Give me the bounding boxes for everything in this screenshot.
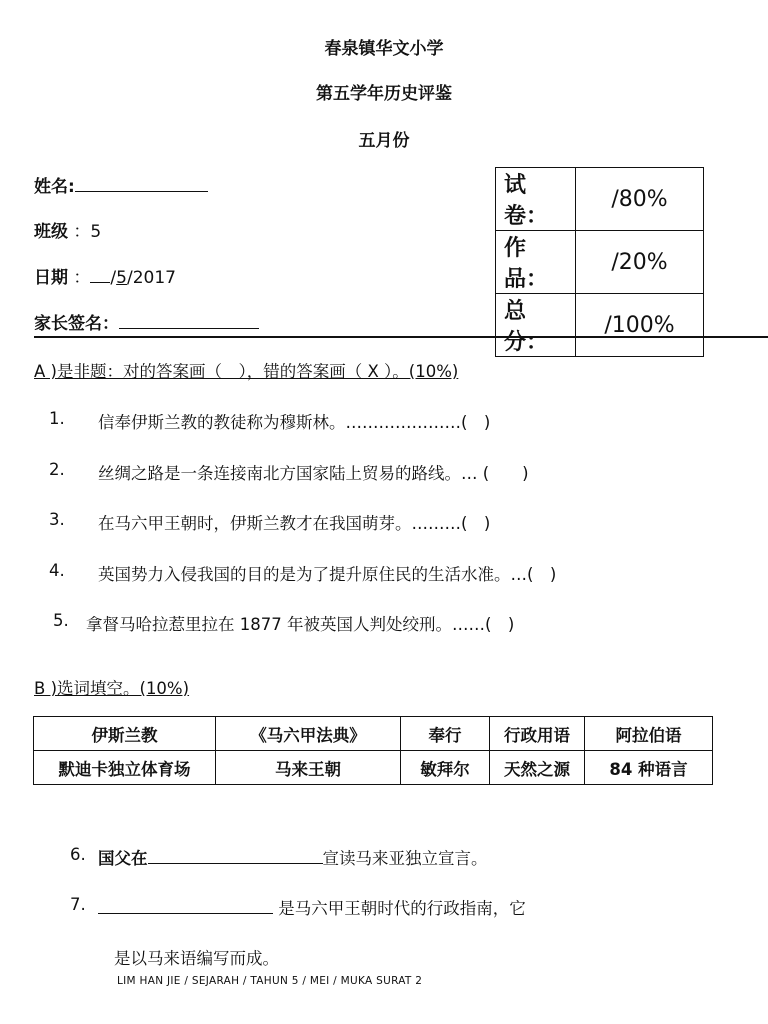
question-text: 在马六甲王朝时，伊斯兰教才在我国萌芽。………( ) — [98, 514, 491, 533]
score-total-value: /100% — [576, 294, 704, 357]
score-box — [495, 167, 704, 357]
word-bank-row — [34, 717, 713, 751]
word-bank-cell: 84 种语言 — [585, 751, 713, 785]
word-bank-cell: 阿拉伯语 — [585, 717, 713, 751]
word-bank-cell: 天然之源 — [490, 751, 585, 785]
section-b-title: B )选词填空。(10%) — [34, 679, 190, 698]
score-row-paper — [496, 168, 704, 231]
word-bank-cell: 敏拜尔 — [401, 751, 490, 785]
question-text — [98, 845, 488, 869]
question-6-before: 国父在 — [98, 849, 148, 868]
score-row-total — [496, 294, 704, 357]
class-value: ：5 — [73, 222, 102, 242]
score-work-label: 作品： — [496, 231, 576, 294]
date-label: 日期 — [34, 268, 68, 288]
date-line — [34, 263, 176, 288]
question-text: 拿督马哈拉惹里拉在 1877 年被英国人判处绞刑。……( ) — [86, 615, 515, 634]
parent-sign-line — [34, 309, 259, 334]
question-number: 3. — [49, 510, 65, 529]
section-a-title: A )是非题：对的答案画（ ），错的答案画（ X ）。(10%) — [34, 362, 459, 381]
question-7-after: 是马六甲王朝时代的行政指南，它 — [273, 899, 526, 918]
header-divider — [34, 336, 768, 338]
page-footer: LIM HAN JIE / SEJARAH / TAHUN 5 / MEI / MUKA SURAT 2 — [117, 975, 423, 987]
class-label: 班级 — [34, 222, 68, 242]
question-number: 1. — [49, 409, 65, 428]
score-total-label: 总分： — [496, 294, 576, 357]
date-day-blank — [90, 268, 110, 283]
name-label: 姓名: — [34, 177, 75, 197]
date-sep: ： — [73, 268, 91, 288]
score-paper-value: /80% — [576, 168, 704, 231]
word-bank-cell: 《马六甲法典》 — [216, 717, 401, 751]
question-number: 7. — [70, 895, 86, 914]
class-line — [34, 217, 101, 242]
question-number: 6. — [70, 845, 86, 864]
question-text — [98, 895, 526, 919]
word-bank-row — [34, 751, 713, 785]
school-name: 春泉镇华文小学 — [324, 39, 444, 59]
question-number: 5. — [53, 611, 69, 630]
score-work-value: /20% — [576, 231, 704, 294]
question-7-continuation: 是以马来语编写而成。 — [114, 949, 279, 968]
question-text: 英国势力入侵我国的目的是为了提升原住民的生活水准。…( ) — [98, 565, 557, 584]
parent-sign-label: 家长签名： — [34, 314, 119, 334]
exam-month: 五月份 — [358, 131, 410, 151]
question-text: 丝绸之路是一条连接南北方国家陆上贸易的路线。… ( ) — [98, 464, 529, 483]
question-number: 4. — [49, 561, 65, 580]
question-text: 信奉伊斯兰教的教徒称为穆斯林。…………………( ) — [98, 413, 491, 432]
answer-blank[interactable] — [148, 849, 323, 864]
name-blank — [75, 177, 208, 192]
word-bank-cell: 默迪卡独立体育场 — [34, 751, 216, 785]
score-paper-label: 试卷： — [496, 168, 576, 231]
date-month: 5 — [116, 268, 127, 288]
word-bank-cell: 奉行 — [401, 717, 490, 751]
parent-sign-blank — [119, 314, 259, 329]
word-bank-cell: 伊斯兰教 — [34, 717, 216, 751]
date-slash: / — [110, 268, 117, 288]
question-number: 2. — [49, 460, 65, 479]
word-bank-cell: 行政用语 — [490, 717, 585, 751]
score-row-work — [496, 231, 704, 294]
word-bank-cell: 马来王朝 — [216, 751, 401, 785]
exam-title: 第五学年历史评鉴 — [316, 84, 452, 104]
question-6-after: 宣读马来亚独立宣言。 — [322, 849, 488, 868]
name-line — [34, 172, 208, 197]
answer-blank[interactable] — [98, 899, 273, 914]
word-bank-table — [33, 716, 713, 785]
date-year: /2017 — [126, 268, 176, 288]
